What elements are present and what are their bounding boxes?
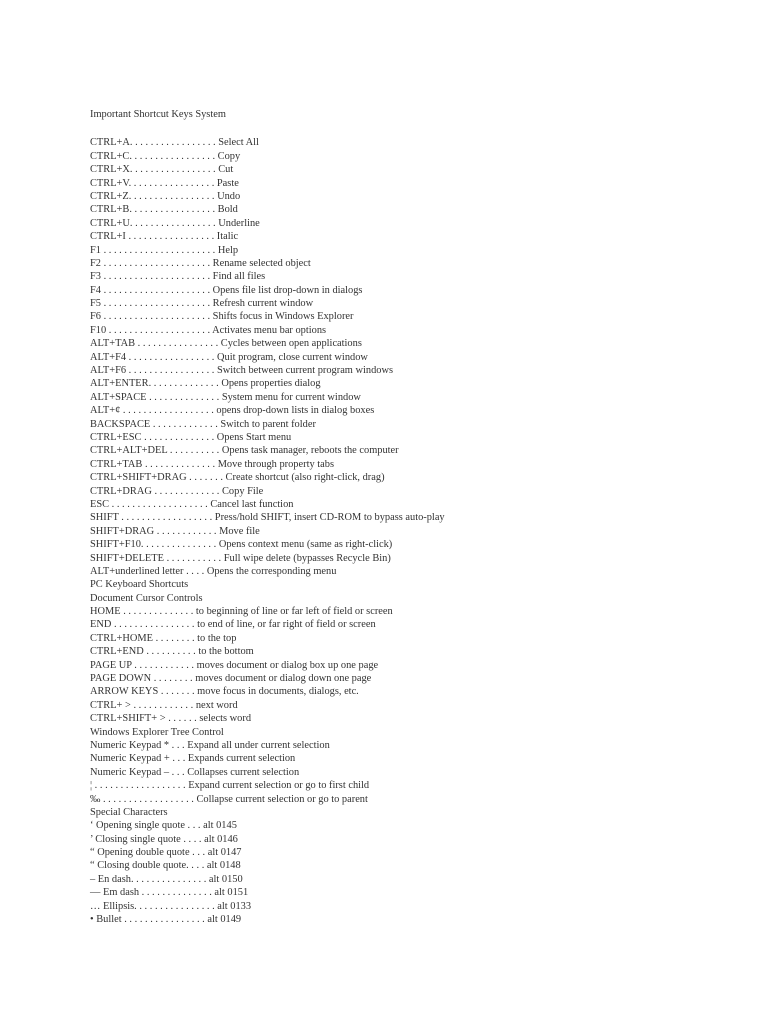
shortcut-line: PAGE UP . . . . . . . . . . . . moves document or dialog box up one page [90, 659, 379, 671]
shortcut-line: CTRL+ > . . . . . . . . . . . . next word [90, 699, 238, 711]
shortcut-line: CTRL+A. . . . . . . . . . . . . . . . . Select All [90, 137, 259, 149]
shortcut-line: ESC . . . . . . . . . . . . . . . . . . . Cancel last function [90, 498, 294, 510]
document-body [90, 108, 750, 926]
shortcut-line: BACKSPACE . . . . . . . . . . . . . Switch to parent folder [90, 418, 316, 430]
shortcut-line: Document Cursor Controls [90, 592, 203, 604]
shortcut-line: CTRL+I . . . . . . . . . . . . . . . . . Italic [90, 231, 239, 243]
shortcut-line: CTRL+B. . . . . . . . . . . . . . . . . Bold [90, 204, 238, 216]
shortcut-line: ALT+F6 . . . . . . . . . . . . . . . . . Switch between current program windows [90, 365, 394, 377]
shortcut-line: CTRL+DRAG . . . . . . . . . . . . . Copy File [90, 485, 264, 497]
document-title: Important Shortcut Keys System [90, 109, 226, 120]
shortcut-line: SHIFT . . . . . . . . . . . . . . . . . . Press/hold SHIFT, insert CD-ROM to bypass auto-play [90, 512, 445, 524]
shortcut-line: “ Closing double quote. . . . alt 0148 [90, 860, 241, 872]
shortcut-line: F2 . . . . . . . . . . . . . . . . . . . . . Rename selected object [90, 257, 311, 269]
shortcut-line: CTRL+X. . . . . . . . . . . . . . . . . Cut [90, 164, 234, 176]
shortcut-line: F6 . . . . . . . . . . . . . . . . . . . . . Shifts focus in Windows Explorer [90, 311, 354, 323]
shortcut-line: ARROW KEYS . . . . . . . move focus in documents, dialogs, etc. [90, 686, 359, 698]
shortcut-line: CTRL+SHIFT+ > . . . . . . selects word [90, 713, 252, 725]
shortcut-line: CTRL+Z. . . . . . . . . . . . . . . . . Undo [90, 190, 241, 202]
shortcut-line: PC Keyboard Shortcuts [90, 579, 189, 591]
shortcut-line: ALT+ENTER. . . . . . . . . . . . . . Opens properties dialog [90, 378, 321, 390]
shortcut-line: CTRL+U. . . . . . . . . . . . . . . . . Underline [90, 217, 260, 229]
shortcut-line: Special Characters [90, 806, 168, 818]
shortcut-line: F4 . . . . . . . . . . . . . . . . . . . . . Opens file list drop-down in dialogs [90, 284, 363, 296]
shortcut-line: F1 . . . . . . . . . . . . . . . . . . . . . . Help [90, 244, 239, 256]
shortcut-line: CTRL+ESC . . . . . . . . . . . . . . Opens Start menu [90, 431, 292, 443]
shortcut-line: ‘ Opening single quote . . . alt 0145 [90, 820, 237, 832]
shortcut-line: CTRL+ALT+DEL . . . . . . . . . . Opens task manager, reboots the computer [90, 445, 399, 457]
shortcut-line: ALT+underlined letter . . . . Opens the corresponding menu [90, 565, 337, 577]
shortcut-line: CTRL+HOME . . . . . . . . to the top [90, 632, 237, 644]
shortcut-line: ALT+¢ . . . . . . . . . . . . . . . . . . opens drop-down lists in dialog boxes [90, 405, 375, 417]
shortcut-line: ¦ . . . . . . . . . . . . . . . . . . Expand current selection or go to first child [90, 780, 370, 792]
shortcut-line: ALT+TAB . . . . . . . . . . . . . . . . Cycles between open applications [90, 338, 362, 350]
shortcut-line: F5 . . . . . . . . . . . . . . . . . . . . . Refresh current window [90, 298, 314, 310]
shortcut-line: END . . . . . . . . . . . . . . . . to end of line, or far right of field or screen [90, 619, 376, 631]
shortcut-line: F3 . . . . . . . . . . . . . . . . . . . . . Find all files [90, 271, 266, 283]
shortcut-line: CTRL+END . . . . . . . . . . to the bottom [90, 646, 254, 658]
shortcut-line: ‰ . . . . . . . . . . . . . . . . . . Collapse current selection or go to parent [90, 793, 368, 805]
shortcut-list [90, 136, 750, 926]
shortcut-line: HOME . . . . . . . . . . . . . . to beginning of line or far left of field or screen [90, 606, 393, 618]
shortcut-line: — Em dash . . . . . . . . . . . . . . alt 0151 [90, 887, 249, 899]
shortcut-line: Numeric Keypad * . . . Expand all under current selection [90, 739, 330, 751]
shortcut-line: F10 . . . . . . . . . . . . . . . . . . . . Activates menu bar options [90, 324, 327, 336]
shortcut-line: ’ Closing single quote . . . . alt 0146 [90, 833, 238, 845]
shortcut-line: CTRL+C. . . . . . . . . . . . . . . . . Copy [90, 150, 241, 162]
shortcut-line: SHIFT+DELETE . . . . . . . . . . . Full wipe delete (bypasses Recycle Bin) [90, 552, 391, 564]
shortcut-line: – En dash. . . . . . . . . . . . . . . alt 0150 [90, 873, 243, 885]
shortcut-line: ALT+F4 . . . . . . . . . . . . . . . . . Quit program, close current window [90, 351, 368, 363]
shortcut-line: CTRL+TAB . . . . . . . . . . . . . . Move through property tabs [90, 458, 334, 470]
shortcut-line: “ Opening double quote . . . alt 0147 [90, 847, 242, 859]
shortcut-line: Numeric Keypad – . . . Collapses current selection [90, 766, 300, 778]
shortcut-line: PAGE DOWN . . . . . . . . moves document or dialog down one page [90, 673, 372, 685]
shortcut-line: Numeric Keypad + . . . Expands current selection [90, 753, 296, 765]
shortcut-line: • Bullet . . . . . . . . . . . . . . . . alt 0149 [90, 914, 242, 926]
shortcut-line: SHIFT+F10. . . . . . . . . . . . . . . Opens context menu (same as right-click) [90, 539, 393, 551]
shortcut-line: Windows Explorer Tree Control [90, 726, 224, 738]
shortcut-line: SHIFT+DRAG . . . . . . . . . . . . Move file [90, 525, 260, 537]
shortcut-line: CTRL+SHIFT+DRAG . . . . . . . Create shortcut (also right-click, drag) [90, 472, 385, 484]
shortcut-line: … Ellipsis. . . . . . . . . . . . . . . . alt 0133 [90, 900, 252, 912]
shortcut-line: CTRL+V. . . . . . . . . . . . . . . . . Paste [90, 177, 239, 189]
shortcut-line: ALT+SPACE . . . . . . . . . . . . . . System menu for current window [90, 391, 361, 403]
